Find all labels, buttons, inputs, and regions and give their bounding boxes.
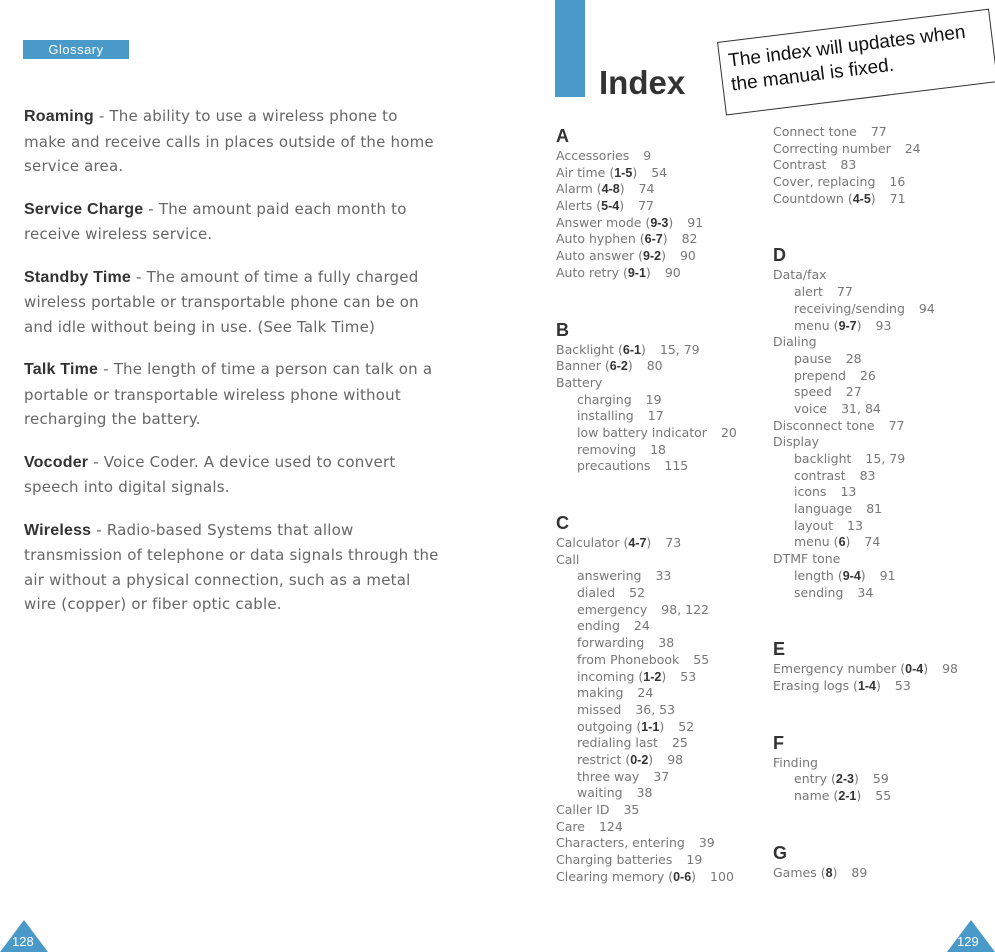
index-menu-shortcut: 8	[825, 865, 833, 880]
index-entry-text: Air time (	[556, 164, 615, 180]
glossary-term: Standby Time	[24, 268, 132, 286]
index-entry-text: incoming (	[577, 668, 644, 684]
index-subentry	[556, 568, 761, 585]
index-subentry	[773, 484, 988, 501]
index-page-ref: 77	[888, 417, 905, 433]
index-menu-shortcut: 9-7	[838, 318, 857, 333]
index-entry-text-close: )	[619, 198, 625, 214]
index-entry-text: Alarm (	[556, 181, 602, 197]
index-page-ref: 20	[720, 424, 737, 440]
index-subentry	[773, 401, 988, 418]
index-page-ref: 54	[651, 164, 668, 180]
index-entry	[556, 375, 761, 392]
page-number-text: 129	[957, 934, 979, 949]
index-entry-text: prepend	[794, 367, 846, 383]
index-entry-text: Correcting number	[773, 140, 891, 156]
index-menu-shortcut: 6	[838, 535, 846, 550]
index-entry-text: Calculator (	[556, 535, 629, 550]
index-entry	[773, 157, 988, 174]
index-entry-text: Data/fax	[773, 267, 827, 283]
index-page-ref: 77	[836, 284, 853, 300]
glossary-definition: - Voice Coder. A device used to convert speech into digital signals.	[24, 452, 396, 496]
index-page	[497, 0, 995, 952]
index-entry	[556, 819, 761, 836]
index-menu-shortcut: 0-2	[630, 752, 649, 767]
index-entry-text: Contrast	[773, 157, 827, 173]
index-entry-text-close: )	[661, 248, 666, 264]
index-subentry	[556, 458, 761, 475]
glossary-definition: - Radio-based Systems that allow transmission of telephone or data signals through the air without a physical connection, such as a metal wire (copper) or fiber optic cable.	[24, 520, 439, 613]
index-subentry	[773, 534, 988, 551]
index-menu-shortcut: 2-3	[835, 772, 854, 787]
index-entry-text: Finding	[773, 754, 818, 770]
index-entry	[773, 191, 988, 208]
index-entry-text: three way	[577, 768, 640, 784]
index-page-ref: 18	[650, 441, 667, 457]
index-page-ref: 28	[845, 350, 862, 366]
page-number-left	[0, 912, 48, 952]
index-entry-text: layout	[794, 517, 834, 533]
index-menu-shortcut: 9-2	[643, 249, 662, 264]
index-letter-heading: A	[556, 126, 569, 146]
index-page-ref: 34	[857, 584, 874, 600]
index-entry	[556, 198, 761, 215]
index-entry-text: Disconnect tone	[773, 417, 875, 433]
index-entry-text-close: )	[856, 317, 862, 333]
index-letter-heading: F	[773, 732, 784, 753]
glossary-definition: - The amount paid each month to receive wireless service.	[24, 199, 407, 243]
index-subentry	[773, 284, 988, 301]
index-subentry	[773, 451, 988, 468]
glossary-definition: - The amount of time a fully charged wireless portable or transportable phone can be on and idle without being in use. (See Talk Time)	[24, 267, 419, 336]
index-spacer	[773, 207, 988, 243]
index-menu-shortcut: 4-5	[852, 191, 871, 206]
index-page-ref: 37	[653, 768, 670, 784]
glossary-term: Service Charge	[24, 200, 144, 218]
index-page-ref: 98	[942, 661, 958, 677]
index-entry	[556, 852, 761, 869]
index-page-ref: 73	[665, 535, 682, 550]
index-page-ref: 19	[686, 852, 703, 868]
index-page-ref: 90	[679, 248, 696, 264]
index-letter-heading: B	[556, 319, 569, 340]
index-entry-text: forwarding	[577, 635, 645, 651]
index-page-ref: 83	[859, 467, 876, 483]
index-entry	[556, 181, 761, 198]
index-page-ref: 74	[638, 181, 655, 197]
index-subentry	[556, 585, 761, 602]
index-page-ref: 83	[840, 157, 857, 173]
glossary-entry	[24, 265, 439, 340]
index-subentry	[556, 702, 761, 719]
index-page-ref: 77	[638, 198, 654, 214]
index-menu-shortcut: 4-7	[628, 536, 647, 550]
index-page-ref: 77	[870, 124, 887, 139]
index-entry-text-close: )	[662, 231, 668, 247]
index-page-ref: 90	[664, 264, 681, 280]
index-entry	[556, 248, 761, 265]
index-page-ref: 39	[698, 835, 715, 851]
index-page-ref: 55	[875, 787, 892, 803]
index-entry	[773, 551, 988, 568]
index-entry-text-close: )	[860, 567, 866, 583]
update-note	[717, 9, 995, 116]
index-entry-text: Connect tone	[773, 124, 857, 139]
index-menu-shortcut: 1-4	[857, 678, 877, 693]
index-entry-text: Accessories	[556, 148, 630, 163]
index-entry-text: Characters, entering	[556, 835, 685, 851]
index-entry	[773, 124, 988, 141]
index-page-ref: 26	[859, 367, 876, 383]
index-subentry	[556, 635, 761, 652]
index-entry-text: Banner (	[556, 358, 610, 374]
index-entry-text-close: )	[832, 864, 838, 880]
index-page-ref: 24	[904, 140, 921, 156]
index-menu-shortcut: 4-8	[601, 182, 620, 197]
index-entry-text: Countdown (	[773, 190, 853, 206]
index-subentry	[556, 752, 761, 769]
index-entry-text-close: )	[627, 358, 633, 374]
glossary-term: Vocoder	[24, 453, 89, 471]
index-entry-text-close: )	[856, 787, 862, 803]
index-entry	[773, 141, 988, 158]
index-entry	[556, 802, 761, 819]
index-spacer	[556, 282, 761, 318]
index-page-ref: 24	[633, 618, 650, 634]
index-entry	[773, 267, 988, 284]
index-subentry	[773, 771, 988, 788]
index-page-ref: 24	[637, 685, 654, 701]
index-entry-text: pause	[794, 350, 832, 366]
index-entry	[556, 342, 761, 359]
index-entry-text: installing	[577, 408, 634, 424]
page-number-text: 128	[12, 934, 34, 949]
index-entry-text: backlight	[794, 451, 852, 466]
index-entry	[773, 174, 988, 191]
index-letter-heading: E	[773, 639, 786, 660]
index-entry-text: ending	[577, 618, 620, 634]
index-page-ref: 82	[681, 231, 698, 247]
index-page-ref: 98, 122	[661, 601, 710, 617]
index-page-ref: 93	[875, 317, 892, 333]
index-menu-shortcut: 1-2	[643, 669, 662, 684]
index-page-ref: 115	[664, 458, 689, 474]
index-entry-text: Care	[556, 818, 585, 834]
index-menu-shortcut: 0-4	[905, 662, 924, 677]
index-subentry	[773, 468, 988, 485]
index-page-ref: 16	[889, 174, 906, 190]
index-letter-heading: D	[773, 245, 786, 266]
index-subentry	[773, 368, 988, 385]
index-entry-text-close: )	[691, 868, 697, 884]
index-entry	[556, 535, 761, 552]
index-entry-text-close: )	[632, 164, 638, 180]
index-entry-text: Emergency number (	[773, 661, 906, 677]
index-menu-shortcut: 6-7	[644, 232, 663, 247]
index-subentry	[556, 392, 761, 409]
index-entry-text-close: )	[646, 535, 652, 550]
glossary-term: Wireless	[24, 521, 92, 539]
index-entry-text-close: )	[659, 718, 665, 734]
index-page-ref: 13	[847, 517, 863, 533]
index-subentry	[556, 618, 761, 635]
index-entry-text: waiting	[577, 785, 623, 801]
index-entry-text-close: )	[870, 190, 876, 206]
index-entry-text: DTMF tone	[773, 551, 841, 567]
index-entry	[773, 434, 988, 451]
index-menu-shortcut: 1-5	[614, 165, 633, 180]
index-entry	[556, 552, 761, 569]
index-entry-text: precautions	[577, 458, 651, 474]
index-page-ref: 38	[636, 785, 653, 801]
index-subentry	[773, 384, 988, 401]
index-entry-text: Games (	[773, 864, 826, 880]
index-page-ref: 55	[693, 651, 710, 667]
glossary-list	[24, 104, 439, 635]
index-entry-text-close: )	[661, 668, 667, 684]
index-entry-text: Caller ID	[556, 802, 610, 817]
glossary-entry	[24, 104, 439, 179]
index-entry-text: entry (	[794, 771, 836, 787]
index-subentry	[773, 301, 988, 318]
glossary-term: Roaming	[24, 108, 94, 125]
index-entry-text: low battery indicator	[577, 424, 707, 440]
index-page-ref: 91	[687, 214, 704, 230]
index-letter-heading: C	[556, 513, 569, 533]
index-menu-shortcut: 6-2	[609, 359, 628, 374]
glossary-entry	[24, 357, 439, 432]
index-page-ref: 19	[645, 391, 662, 407]
index-column-1	[556, 124, 761, 885]
index-entry-text: language	[794, 501, 853, 517]
index-entry-text-close: )	[619, 181, 625, 197]
index-page-ref: 52	[678, 718, 695, 734]
index-entry-text: icons	[794, 484, 827, 500]
index-entry-text: emergency	[577, 601, 648, 617]
index-entry-text: receiving/sending	[794, 300, 905, 316]
index-page-ref: 124	[598, 818, 623, 834]
index-entry-text: redialing last	[577, 735, 658, 751]
index-menu-shortcut: 6-1	[622, 342, 641, 357]
index-entry	[773, 755, 988, 772]
index-entry	[556, 835, 761, 852]
index-entry-text: voice	[794, 400, 828, 416]
index-entry-text: Auto hyphen (	[556, 231, 645, 247]
index-subentry	[556, 769, 761, 786]
index-entry	[773, 678, 988, 695]
index-subentry	[773, 788, 988, 805]
index-page-ref: 59	[872, 771, 889, 787]
index-entry-text: sending	[794, 584, 844, 600]
index-subentry	[556, 719, 761, 736]
index-entry-text: Alerts (	[556, 198, 602, 214]
index-entry-text: Auto retry (	[556, 264, 628, 280]
index-menu-shortcut: 5-4	[601, 199, 620, 214]
glossary-entry	[24, 197, 439, 247]
index-page-ref: 89	[851, 864, 868, 880]
index-entry-text-close: )	[876, 677, 881, 693]
index-entry	[556, 215, 761, 232]
glossary-entry	[24, 518, 439, 617]
index-menu-shortcut: 9-4	[842, 568, 861, 583]
index-accent-bar	[555, 0, 585, 97]
index-subentry	[773, 518, 988, 535]
index-entry-text-close: )	[648, 751, 654, 767]
index-page-ref: 25	[671, 735, 688, 751]
page-number-right	[947, 912, 995, 952]
glossary-definition: - The ability to use a wireless phone to make and receive calls in places outside of the home service area.	[24, 107, 434, 175]
glossary-definition: - The length of time a person can talk on a portable or transportable wireless phone without recharging the battery.	[24, 360, 433, 428]
index-subentry	[556, 735, 761, 752]
index-subentry	[773, 568, 988, 585]
index-page-ref: 71	[889, 190, 906, 206]
index-page-ref: 17	[647, 408, 664, 424]
index-spacer	[773, 805, 988, 841]
index-entry	[556, 869, 761, 886]
index-entry-text-close: )	[640, 341, 646, 357]
index-spacer	[556, 475, 761, 511]
index-entry-text: Erasing logs (	[773, 677, 858, 693]
index-entry	[773, 334, 988, 351]
index-page-ref: 53	[680, 668, 697, 684]
index-entry-text-close: )	[645, 264, 651, 280]
index-page-ref: 53	[894, 677, 911, 693]
index-entry-text: Call	[556, 551, 580, 567]
index-page-ref: 15, 79	[659, 341, 700, 357]
index-menu-shortcut: 9-1	[627, 265, 646, 280]
index-entry-text: contrast	[794, 467, 846, 483]
index-page-ref: 100	[710, 868, 734, 884]
index-subentry	[773, 501, 988, 518]
index-page-ref: 38	[658, 635, 675, 651]
index-entry-text: outgoing (	[577, 718, 642, 734]
index-entry-text-close: )	[845, 534, 851, 550]
index-entry	[773, 865, 988, 882]
index-page-ref: 27	[845, 384, 862, 400]
index-entry-text: answering	[577, 568, 642, 584]
index-subentry	[556, 652, 761, 669]
index-spacer	[773, 695, 988, 731]
index-entry	[556, 231, 761, 248]
index-entry-text: speed	[794, 384, 832, 400]
index-entry-text: menu (	[794, 534, 839, 550]
index-subentry	[556, 408, 761, 425]
index-page-ref: 9	[643, 148, 652, 163]
index-menu-shortcut: 0-6	[673, 869, 692, 884]
index-entry-text: restrict (	[577, 751, 631, 767]
index-page-ref: 80	[646, 358, 663, 374]
index-title: Index	[599, 64, 686, 101]
index-entry-text: dialed	[577, 585, 616, 601]
index-entry-text: Backlight (	[556, 341, 623, 357]
index-entry-text: Battery	[556, 374, 603, 390]
index-entry-text: Clearing memory (	[556, 868, 674, 884]
index-entry-text: name (	[794, 787, 839, 803]
index-page-ref: 36, 53	[635, 701, 676, 717]
index-page-ref: 94	[918, 300, 935, 316]
index-entry-text: charging	[577, 391, 632, 407]
index-entry-text: alert	[794, 284, 823, 300]
index-entry-text-close: )	[853, 771, 859, 787]
index-entry-text-close: )	[923, 661, 929, 677]
index-entry-text: Answer mode (	[556, 214, 651, 230]
index-spacer	[773, 601, 988, 637]
glossary-term: Talk Time	[24, 361, 99, 378]
glossary-entry	[24, 450, 439, 500]
index-page-ref: 15, 79	[865, 451, 906, 466]
index-menu-shortcut: 9-3	[650, 215, 669, 230]
index-entry-text-close: )	[668, 214, 674, 230]
index-page-ref: 81	[866, 501, 883, 517]
index-letter-heading: G	[773, 842, 788, 863]
index-page-ref: 13	[840, 484, 857, 500]
index-subentry	[556, 442, 761, 459]
index-page-ref: 91	[879, 567, 896, 583]
index-entry-text: from Phonebook	[577, 651, 680, 667]
index-subentry	[773, 585, 988, 602]
index-entry-text: menu (	[794, 317, 839, 333]
index-entry-text: Auto answer (	[556, 248, 643, 264]
index-subentry	[773, 351, 988, 368]
index-entry-text: making	[577, 685, 624, 701]
index-page-ref: 98	[667, 751, 684, 767]
index-subentry	[556, 669, 761, 686]
glossary-tab: Glossary	[23, 40, 129, 59]
index-subentry	[773, 318, 988, 335]
index-entry-text: removing	[577, 441, 637, 457]
glossary-page	[0, 0, 497, 952]
index-page-ref: 33	[655, 568, 672, 584]
index-subentry	[556, 785, 761, 802]
index-entry-text: Display	[773, 434, 820, 450]
index-entry	[556, 358, 761, 375]
index-entry	[556, 265, 761, 282]
index-menu-shortcut: 1-1	[641, 719, 660, 734]
index-page-ref: 52	[629, 585, 646, 601]
index-entry	[773, 661, 988, 678]
index-subentry	[556, 425, 761, 442]
index-entry	[556, 165, 761, 182]
index-entry-text: Charging batteries	[556, 852, 673, 868]
index-entry-text: Cover, replacing	[773, 174, 876, 190]
index-entry	[556, 148, 761, 165]
index-entry-text: Dialing	[773, 334, 817, 350]
index-entry	[773, 418, 988, 435]
index-entry-text: missed	[577, 701, 622, 717]
index-page-ref: 31, 84	[841, 400, 881, 416]
index-page-ref: 35	[623, 802, 640, 817]
index-menu-shortcut: 2-1	[838, 788, 857, 803]
index-subentry	[556, 602, 761, 619]
index-entry-text: length (	[794, 567, 843, 583]
update-note-text: The index will updates when the manual is fixed.	[727, 21, 967, 96]
index-subentry	[556, 685, 761, 702]
index-page-ref: 74	[864, 534, 881, 550]
index-column-2	[773, 124, 988, 881]
